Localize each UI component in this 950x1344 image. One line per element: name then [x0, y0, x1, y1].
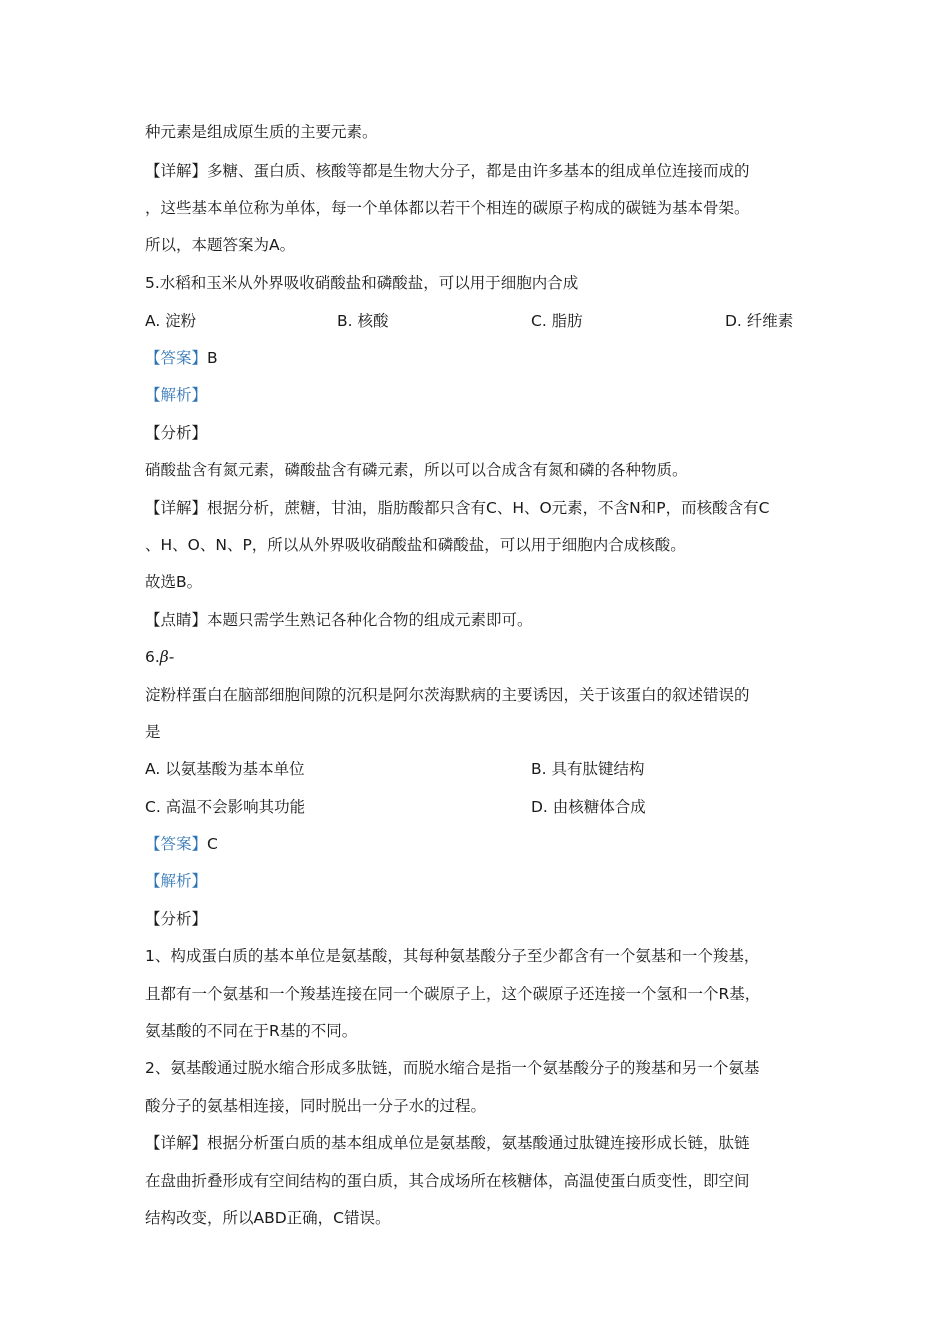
- q6-point-2: 酸分子的氨基相连接，同时脱出一分子水的过程。: [145, 1097, 487, 1115]
- q6-detail-line: 【详解】根据分析蛋白质的基本组成单位是氨基酸，氨基酸通过肽键连接形成长链，肽链: [145, 1134, 750, 1152]
- q5-detail-line: 、H、O、N、P，所以从外界吸收硝酸盐和磷酸盐，可以用于细胞内合成核酸。: [145, 536, 686, 554]
- q5-option-c: C. 脂肪: [531, 312, 583, 330]
- q6-fenxi-tag: 【分析】: [145, 910, 208, 928]
- q6-point-1: 氨基酸的不同在于R基的不同。: [145, 1022, 358, 1040]
- q6-dash: -: [168, 648, 175, 666]
- q5-option-a: A. 淀粉: [145, 312, 197, 330]
- q5-fenxi-tag: 【分析】: [145, 424, 208, 442]
- answer-tag: 【答案】: [145, 835, 208, 853]
- q6-detail-line: 结构改变，所以ABD正确，C错误。: [145, 1209, 391, 1227]
- answer-tag: 【答案】: [145, 349, 208, 367]
- q5-fenxi-text: 硝酸盐含有氮元素，磷酸盐含有磷元素，所以可以合成含有氮和磷的各种物质。: [145, 461, 688, 479]
- answer-value: C: [207, 835, 218, 853]
- q5-dianjing: 【点睛】本题只需学生熟记各种化合物的组成元素即可。: [145, 611, 533, 629]
- q5-answer: [145, 347, 218, 369]
- answer-summary: 所以，本题答案为A。: [145, 236, 296, 254]
- beta-symbol: β: [159, 648, 169, 666]
- q6-option-c: C. 高温不会影响其功能: [145, 798, 306, 816]
- q6-option-a: A. 以氨基酸为基本单位: [145, 760, 305, 778]
- q6-detail-line: 在盘曲折叠形成有空间结构的蛋白质，其合成场所在核糖体，高温使蛋白质变性，即空间: [145, 1172, 750, 1190]
- q6-analysis-tag: 【解析】: [145, 872, 208, 890]
- q6-point-1: 且都有一个氨基和一个羧基连接在同一个碳原子上，这个碳原子还连接一个氢和一个R基，: [145, 985, 761, 1003]
- answer-value: B: [207, 349, 218, 367]
- detail-paragraph: 【详解】多糖、蛋白质、核酸等都是生物大分子，都是由许多基本的组成单位连接而成的: [145, 162, 750, 180]
- question-6-number: [145, 646, 174, 668]
- q5-analysis-tag: 【解析】: [145, 386, 208, 404]
- detail-paragraph: ，这些基本单位称为单体，每一个单体都以若干个相连的碳原子构成的碳链为基本骨架。: [145, 199, 750, 217]
- question-5-stem: 5.水稻和玉米从外界吸收硝酸盐和磷酸盐，可以用于细胞内合成: [145, 274, 579, 292]
- text-line: 种元素是组成原生质的主要元素。: [145, 123, 378, 141]
- q6-answer: [145, 833, 218, 855]
- q5-option-b: B. 核酸: [337, 312, 389, 330]
- q5-detail-line: 【详解】根据分析，蔗糖，甘油，脂肪酸都只含有C、H、O元素，不含N和P，而核酸含有C: [145, 499, 770, 517]
- question-6-stem: 淀粉样蛋白在脑部细胞间隙的沉积是阿尔茨海默病的主要诱因，关于该蛋白的叙述错误的: [145, 686, 750, 704]
- q6-option-d: D. 由核糖体合成: [531, 798, 646, 816]
- q6-num: 6.: [145, 648, 160, 666]
- q6-option-b: B. 具有肽键结构: [531, 760, 645, 778]
- q5-option-d: D. 纤维素: [725, 312, 794, 330]
- q6-point-1: 1、构成蛋白质的基本单位是氨基酸，其每种氨基酸分子至少都含有一个氨基和一个羧基，: [145, 947, 760, 965]
- question-6-stem: 是: [145, 723, 161, 741]
- q5-choose: 故选B。: [145, 573, 203, 591]
- q6-point-2: 2、氨基酸通过脱水缩合形成多肽链，而脱水缩合是指一个氨基酸分子的羧基和另一个氨基: [145, 1059, 760, 1077]
